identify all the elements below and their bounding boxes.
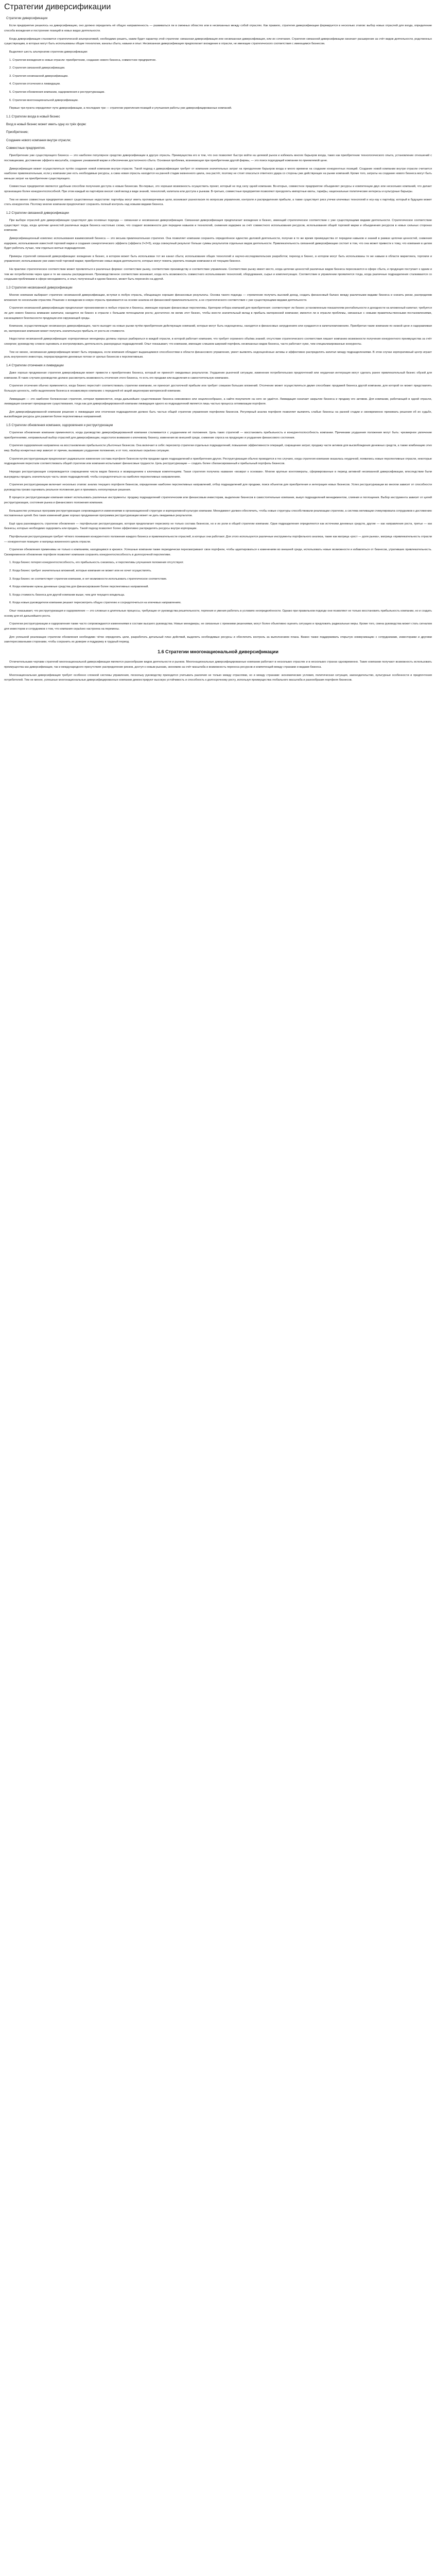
paragraph: 2. Стратегия связанной диверсификации. (9, 66, 65, 70)
paragraph: Стратегия реструктуризации включает несколько этапов: анализ текущего портфеля бизнесов, определение наиболее перспективных направлений, отбор подразделений для продажи, поиск объектов для приобретения и интеграция новых бизнесов. Успех реструктуризации во многом зависит от способности руководства трезво оценивать реальное положение дел и принимать непопулярные решения. (4, 483, 432, 492)
paragraph: Недостатки несвязанной диверсификации: корпоративные менеджеры должны хорошо разбираться в каждой отрасли, в которой работает компания, что требует огромного объёма знаний; отсутствие стратегического соответствия лишает компанию возможности получения конкурентного преимущества за счёт синергии; руководству сложно оценивать и контролировать деятельность разнородных подразделений. Опыт показывает, что компании, имеющие слишком широкий портфель несвязанных видов бизнеса, часто работают хуже, чем специализированные конкуренты. (4, 337, 432, 346)
paragraph: Многонациональная диверсификация требует особенно сложной системы управления, поскольку руководству приходится учитывать различия не только между отраслями, но и между странами: экономические условия, политическая ситуация, законодательство, культурные особенности и предпочтения потребителей. Тем не менее, успешные многонациональные диверсифицированные компании демонстрируют высокую устойчивость и способность к долгосрочному росту, используя преимущества глобального масштаба и разнообразия портфеля бизнесов. (4, 673, 432, 682)
paragraph: Совместные предприятия являются удобным способом получения доступа к новым бизнесам. Во-первых, это хорошая возможность осуществить проект, который не под силу одной компании. Во-вторых, совместное предприятие объединяет ресурсы и компетенции двух или нескольких компаний, что делает организацию более конкурентоспособной. При этом каждый из партнёров вносит свой вклад в виде знаний, технологий, капитала или доступа к рынкам. В-третьих, совместные предприятия позволяют преодолеть импортные квоты, тарифы, национальные политические интересы и культурные барьеры. (4, 185, 432, 193)
paragraph: На практике стратегическое соответствие может проявляться в различных формах: соответствие рынку, соответствие производству и соответствие управлению. Соответствие рынку имеет место, когда цепочки ценностей различных видов бизнеса пересекаются в сфере сбыта, и продукция поступает к одним и тем же потребителям через одни и те же каналы распределения. Производственное соответствие возникает, когда есть возможность совместного использования технологий, оборудования, сырья и комплектующих. Соответствие в управлении проявляется тогда, когда различные подразделения сталкиваются со сходными проблемами в сфере менеджмента, и опыт, полученный в одном бизнесе, может быть перенесён на другой. (4, 267, 432, 281)
subheading: 1.4 Стратегии отсечения и ликвидации (6, 363, 64, 367)
paragraph: Примеры стратегий связанной диверсификации: вхождение в бизнес, в котором может быть использован тот же канал сбыта; использование общих технологий и научно-исследовательских разработок; переход в бизнес, в котором могут быть использованы те же навыки в области маркетинга, торговли и управления; использование уже известной торговой марки; приобретение новых видов деятельности, которые могут помочь укрепить позиции компании в её текущем бизнесе. (4, 255, 432, 263)
paragraph: Стратегии обновления компании применяются, когда руководство диверсифицированной компании сталкивается с ухудшением её положения. Цель таких стратегий — восстановить прибыльность и конкурентоспособность компании. Причинами ухудшения положения могут быть: чрезмерное увлечение приобретениями, неправильный выбор отраслей для диверсификации, недостаток внимания к ключевому бизнесу, изменения во внешней среде, снижение спроса на продукцию и ухудшение финансового состояния. (4, 431, 432, 439)
paragraph: Многие компании выбирают стратегию несвязанной диверсификации, вступая в любую отрасль, обещающую хорошие финансовые результаты. Основа такого подхода — стремление получить высокий доход, создать финансовый баланс между различными видами бизнеса и снизить риски, распределив вложения по нескольким отраслям. Решение о вхождении в новую отрасль принимается на основе анализа её финансовой привлекательности, а не стратегического соответствия с уже существующими видами деятельности. (4, 294, 432, 302)
subheading: Вход в новый бизнес может иметь одну из трёх форм: (6, 123, 86, 127)
subheading: 1.2 Стратегии связанной диверсификации (6, 211, 69, 215)
paragraph: Тем не менее, несвязанная диверсификация может быть оправдана, если компания обладает выдающимися способностями в области финансового управления, умеет выявлять недооценённые активы и эффективно распределять капитал между подразделениями. В этом случае корпоративный центр играет роль внутреннего инвестора, перераспределяя денежные потоки от зрелых бизнесов к перспективным. (4, 350, 432, 359)
paragraph: Стратегии обновления применимы не только к компаниям, находящимся в кризисе. Успешные компании также периодически пересматривают свои портфели, чтобы адаптироваться к изменениям во внешней среде, использовать новые возможности и избавляться от бизнесов, утративших привлекательность. Своевременное обновление портфеля позволяет компании сохранять конкурентоспособность в долгосрочной перспективе. (4, 548, 432, 556)
paragraph: 3. Когда бизнес не соответствует стратегии компании, и нет возможности использовать стратегическое соответствие. (9, 577, 167, 581)
paragraph: Когда диверсификация становится стратегической альтернативой, необходимо решить, каким будет характер этой стратегии: связанная диверсификация или несвязанная диверсификация, или их сочетание. Стратегия связанной диверсификации означает расширение за счёт видов деятельности, родственных существующим, в которых могут быть использованы общие технологии, каналы сбыта, навыки и опыт. Несвязанная диверсификация предполагает вхождение в отрасли, не имеющие стратегического соответствия с имеющимся бизнесом. (4, 37, 432, 46)
paragraph: Первые три пункта определяют пути диверсификации, а последние три — стратегии укрепления позиций и улучшения работы уже диверсифицированных компаний. (9, 107, 232, 110)
page-title: Стратегии диверсификации (4, 3, 111, 11)
paragraph: Стратегия реструктуризации предполагает радикальное изменение состава портфеля бизнесов путём продажи одних подразделений и приобретения других. Реструктуризация обычно проводится в тех случаях, когда стратегия компании оказалась неудачной, появились новые перспективные отрасли, некоторые подразделения перестали соответствовать общей стратегии или компания испытывает финансовые трудности. Цель реструктуризации — создать более сбалансированный и прибыльный портфель бизнесов. (4, 457, 432, 466)
subheading: 1.1 Стратегии входа в новый бизнес (6, 114, 60, 118)
paragraph: Нередко реструктуризация сопровождается сокращением числа видов бизнеса и возвращением к ключевым компетенциям. Такая стратегия получила название «возврат к основам». Многие крупные конгломераты, сформированные в период активной несвязанной диверсификации, впоследствии были вынуждены продать значительную часть своих подразделений, чтобы сосредоточиться на наиболее перспективных направлениях. (4, 470, 432, 479)
paragraph: Отличительными чертами стратегий многонациональной диверсификации являются разнообразие видов деятельности и рынков. Многонациональные диверсифицированные компании работают в нескольких отраслях и в нескольких странах одновременно. Такие компании получают возможность использовать преимущества как диверсификации, так и международного присутствия: распределение рисков, доступ к новым рынкам, экономию за счёт масштаба и возможность переноса ресурсов и компетенций между странами и видами бизнеса. (4, 660, 432, 669)
paragraph: 6. Когда новые руководители компании решают пересмотреть общую стратегию и сосредоточиться на ключевых направлениях. (9, 601, 182, 605)
paragraph: 4. Когда компании нужны денежные средства для финансирования более перспективных направлений. (9, 585, 149, 589)
paragraph: Диверсификационный комплекс использования взаимосвязей бизнеса — это весьма привлекательная стратегия. Она позволяет компании сохранять определённое единство деловой деятельности, получая в то же время преимущества от передачи навыков и знаний в рамках цепочки ценностей, снижения издержек, использования известной торговой марки и создания синергетического эффекта (эффекта 2+2=5), когда совокупный результат больше суммы результатов отдельных видов деятельности. Привлекательность связанной диверсификации состоит в том, что она может привести к тому, что компания в целом будет работать лучше, чем отдельно взятые подразделения. (4, 236, 432, 250)
section-heading: 1.6 Стратегии многонациональной диверсификации (158, 649, 278, 654)
paragraph: 6. Стратегии многонациональной диверсификации. (9, 98, 79, 102)
paragraph: 4. Стратегии отсечения и ликвидации. (9, 82, 61, 86)
paragraph: 2. Когда бизнес требует значительных вложений, которые компания не может или не хочет осуществлять. (9, 569, 152, 573)
paragraph: Выделяют шесть альтернатив стратегии диверсификации: (9, 50, 88, 54)
paragraph: Стратегия отсечения обычно применяется, когда бизнес перестаёт соответствовать стратегии компании, не приносит достаточной прибыли или требует слишком больших вложений. Отсечение может осуществляться двумя способами: продажей бизнеса другой компании, для которой он может представлять большую ценность, либо выделением бизнеса в независимую компанию с передачей её акций акционерам материнской компании. (4, 384, 432, 393)
paragraph: В процессе реструктуризации компания может использовать различные инструменты: продажу подразделений стратегическим или финансовым инвесторам, выделение бизнесов в самостоятельные компании, выкуп подразделений менеджментом, слияния и поглощения. Выбор инструмента зависит от целей реструктуризации, состояния рынка и финансового положения компании. (4, 496, 432, 504)
subheading: 1.5 Стратегии обновления компании, оздоровления и реструктуризации (6, 423, 113, 427)
subheading: Совместные предприятия. (6, 146, 46, 150)
paragraph: 1. Когда бизнес потерял конкурентоспособность, его прибыльность снизилась, и перспективы улучшения положения отсутствуют. (9, 561, 184, 565)
paragraph: Портфельная реструктуризация требует чёткого понимания конкурентного положения каждого бизнеса и привлекательности отраслей, в которых они работают. Для этого используются различные инструменты портфельного анализа, такие как матрица «рост — доля рынка», матрица «привлекательность отрасли — конкурентная позиция» и матрица жизненного цикла отрасли. (4, 535, 432, 544)
paragraph: 5. Когда стоимость бизнеса для другой компании выше, чем для текущего владельца. (9, 593, 125, 597)
paragraph: Даже хорошо продуманная стратегия диверсификации может привести к приобретению бизнеса, который не принесёт ожидаемых результатов. Ухудшение рыночной ситуации, изменение потребительских предпочтений или неудачная интеграция могут сделать ранее привлекательный бизнес обузой для компании. В таких случаях руководство должно рассмотреть возможность отсечения этого бизнеса, то есть его продажи или выделения в самостоятельную компанию. (4, 371, 432, 380)
paragraph: 1. Стратегии вхождения в новые отрасли: приобретение, создание нового бизнеса, совместное предприятие. (9, 58, 156, 62)
paragraph: Для диверсифицированной компании решение о ликвидации или отсечении подразделения должно быть частью общей стратегии управления портфелем бизнесов. Регулярный анализ портфеля позволяет выявлять слабые бизнесы на ранней стадии и своевременно принимать решения об их судьбе, высвобождая ресурсы для развития более перспективных направлений. (4, 410, 432, 419)
paragraph: Диверсификация может осуществляться путём создания новой компании внутри отрасли. Такой подход к диверсификации требует от компании значительных затрат на преодоление барьеров входа и много времени на создание конкурентных позиций. Создание новой компании внутри отрасли считается наиболее привлекательным, если у компании уже есть необходимые ресурсы, а сама новая отрасль находится на ранней стадии жизненного цикла, она растёт, поэтому не стоит опасаться ответного удара со стороны уже действующих на рынке компаний. Кроме того, затраты на создание нового бизнеса могут быть меньше затрат на приобретение существующего. (4, 167, 432, 180)
paragraph: Стратегии реструктуризации и оздоровления также часто сопровождаются изменениями в составе высшего руководства. Новые менеджеры, не связанные с прежними решениями, могут более объективно оценить ситуацию и предложить радикальные меры. Кроме того, смена руководства может стать сигналом для инвесторов и сотрудников о том, что компания серьёзно настроена на перемены. (4, 622, 432, 631)
paragraph: 3. Стратегия несвязанной диверсификации. (9, 74, 68, 78)
paragraph: Тем не менее совместные предприятия имеют существенные недостатки: партнёры могут иметь противоречивые цели, возникают разногласия по вопросам управления, контроля и распределения прибыли, а также существует риск утечки ключевых технологий и ноу-хау к партнёру, который в будущем может стать конкурентом. Поэтому многие компании предпочитают сохранять полный контроль над новыми видами бизнеса. (4, 198, 432, 207)
subheading: Стратегии диверсификации (6, 16, 48, 21)
paragraph: Стратегия несвязанной диверсификации предполагает проникновение в любые отрасли и бизнесы, имеющие хорошие финансовые перспективы. Критерии отбора компаний для приобретения: соответствует ли бизнес установленным показателям рентабельности и доходности на вложенный капитал; требуется ли для нового бизнеса вливание капитала; находится ли бизнес в отрасли с большим потенциалом роста; достаточно ли велик этот бизнес, чтобы внести значительный вклад в прибыль материнской компании; имеются ли в отрасли проблемы, связанные с новыми правительственными постановлениями, касающимися безопасности продукции или окружающей среды. (4, 307, 432, 320)
paragraph: Приобретение уже существующего бизнеса — это наиболее популярное средство диверсификации в другую отрасль. Преимущества его в том, что оно позволяет быстро войти на целевой рынок и избежать многих барьеров входа, таких как приобретение технологического опыта, установление отношений с поставщиками, достижение эффекта масштаба, создание узнаваемой марки и обеспечение достаточного сбыта. Основная проблема, возникающая при приобретении другой фирмы, — это поиск подходящей компании по приемлемой цене. (4, 154, 432, 162)
subheading: 1.3 Стратегия несвязанной диверсификации (6, 285, 73, 290)
document-body (4, 16, 432, 683)
document (0, 0, 436, 714)
paragraph: При выборе отраслей для диверсификации существуют два основных подхода — связанная и несвязанная диверсификация. Связанная диверсификация предполагает вхождение в бизнес, имеющий стратегическое соответствие с уже существующими видами деятельности. Стратегическое соответствие существует тогда, когда цепочки ценностей различных видов бизнеса настолько схожи, что создают возможности для передачи навыков и технологий, снижения издержек за счёт совместного использования ресурсов, использования общей торговой марки и объединения ресурсов в новых сильных сторонах компании. (4, 219, 432, 232)
paragraph: Ещё одна разновидность стратегии обновления — портфельная реструктуризация, которая предполагает пересмотр не только состава бизнесов, но и их роли в общей стратегии компании. Одни подразделения определяются как источники денежных средств, другие — как направления роста, третьи — как бизнесы, которые необходимо оздоровить или продать. Такой подход позволяет более эффективно распределять ресурсы внутри корпорации. (4, 522, 432, 531)
paragraph: Стратегия оздоровления направлена на восстановление прибыльности убыточных бизнесов. Она включает в себя: пересмотр стратегии отдельных подразделений, повышение эффективности операций, сокращение затрат, продажу части активов для высвобождения денежных средств, а также комбинацию этих мер. Выбор конкретных мер зависит от причин, вызвавших ухудшение положения, и от того, насколько серьёзна ситуация. (4, 444, 432, 453)
paragraph: Ликвидация — это наиболее болезненная стратегия, которая применяется, когда дальнейшее существование бизнеса невозможно или нецелесообразно, а найти покупателя на него не удаётся. Ликвидация означает закрытие бизнеса и продажу его активов. Для компании, работающей в одной отрасли, ликвидация означает прекращение существования, тогда как для диверсифицированной компании ликвидация одного из подразделений является лишь частью процесса оптимизации портфеля. (4, 397, 432, 406)
paragraph: Для успешной реализации стратегии обновления необходимо чётко определить цели, разработать детальный план действий, выделить необходимые ресурсы и обеспечить контроль за выполнением плана. Важно также поддерживать открытую коммуникацию с сотрудниками, инвесторами и другими заинтересованными сторонами, чтобы сохранить их доверие и поддержку в трудный период. (4, 635, 432, 644)
paragraph: Компании, осуществляющие несвязанную диверсификацию, часто выходят на новые рынки путём приобретения действующих компаний, которые могут быть недооценены, находятся в финансовых затруднениях или нуждаются в капиталовложениях. Приобретая такие компании по низкой цене и оздоравливая их, материнская компания может получить значительную прибыль от роста их стоимости. (4, 325, 432, 333)
paragraph: 5. Стратегии обновления компании, оздоровления и реструктуризации. (9, 90, 105, 94)
subheading: Создание нового компании внутри отрасли; (6, 138, 71, 142)
paragraph: Если предприятие решилось на диверсификацию, оно должно определить её общую направленность — развиваться ли в смежных областях или в несвязанных между собой отраслях. Как правило, стратегия диверсификации формируется в несколько этапов: выбор новых отраслей для входа, определение способа вхождения и построение позиций в новых видах деятельности. (4, 24, 432, 33)
paragraph: Большинство успешных программ реструктуризации сопровождаются изменениями в организационной структуре и корпоративной культуре компании. Менеджмент должен обеспечить, чтобы новые структуры способствовали реализации стратегии, а система мотивации стимулировала сотрудников к достижению поставленных целей. Без таких изменений даже хорошо продуманная программа реструктуризации может не дать ожидаемых результатов. (4, 509, 432, 518)
subheading: Приобретение; (6, 130, 29, 134)
paragraph: Опыт показывает, что реструктуризация и оздоровление — это сложные и длительные процессы, требующие от руководства решительности, терпения и умения работать в условиях неопределённости. Однако при правильном подходе они позволяют не только восстановить прибыльность компании, но и создать основу для её дальнейшего роста. (4, 609, 432, 618)
